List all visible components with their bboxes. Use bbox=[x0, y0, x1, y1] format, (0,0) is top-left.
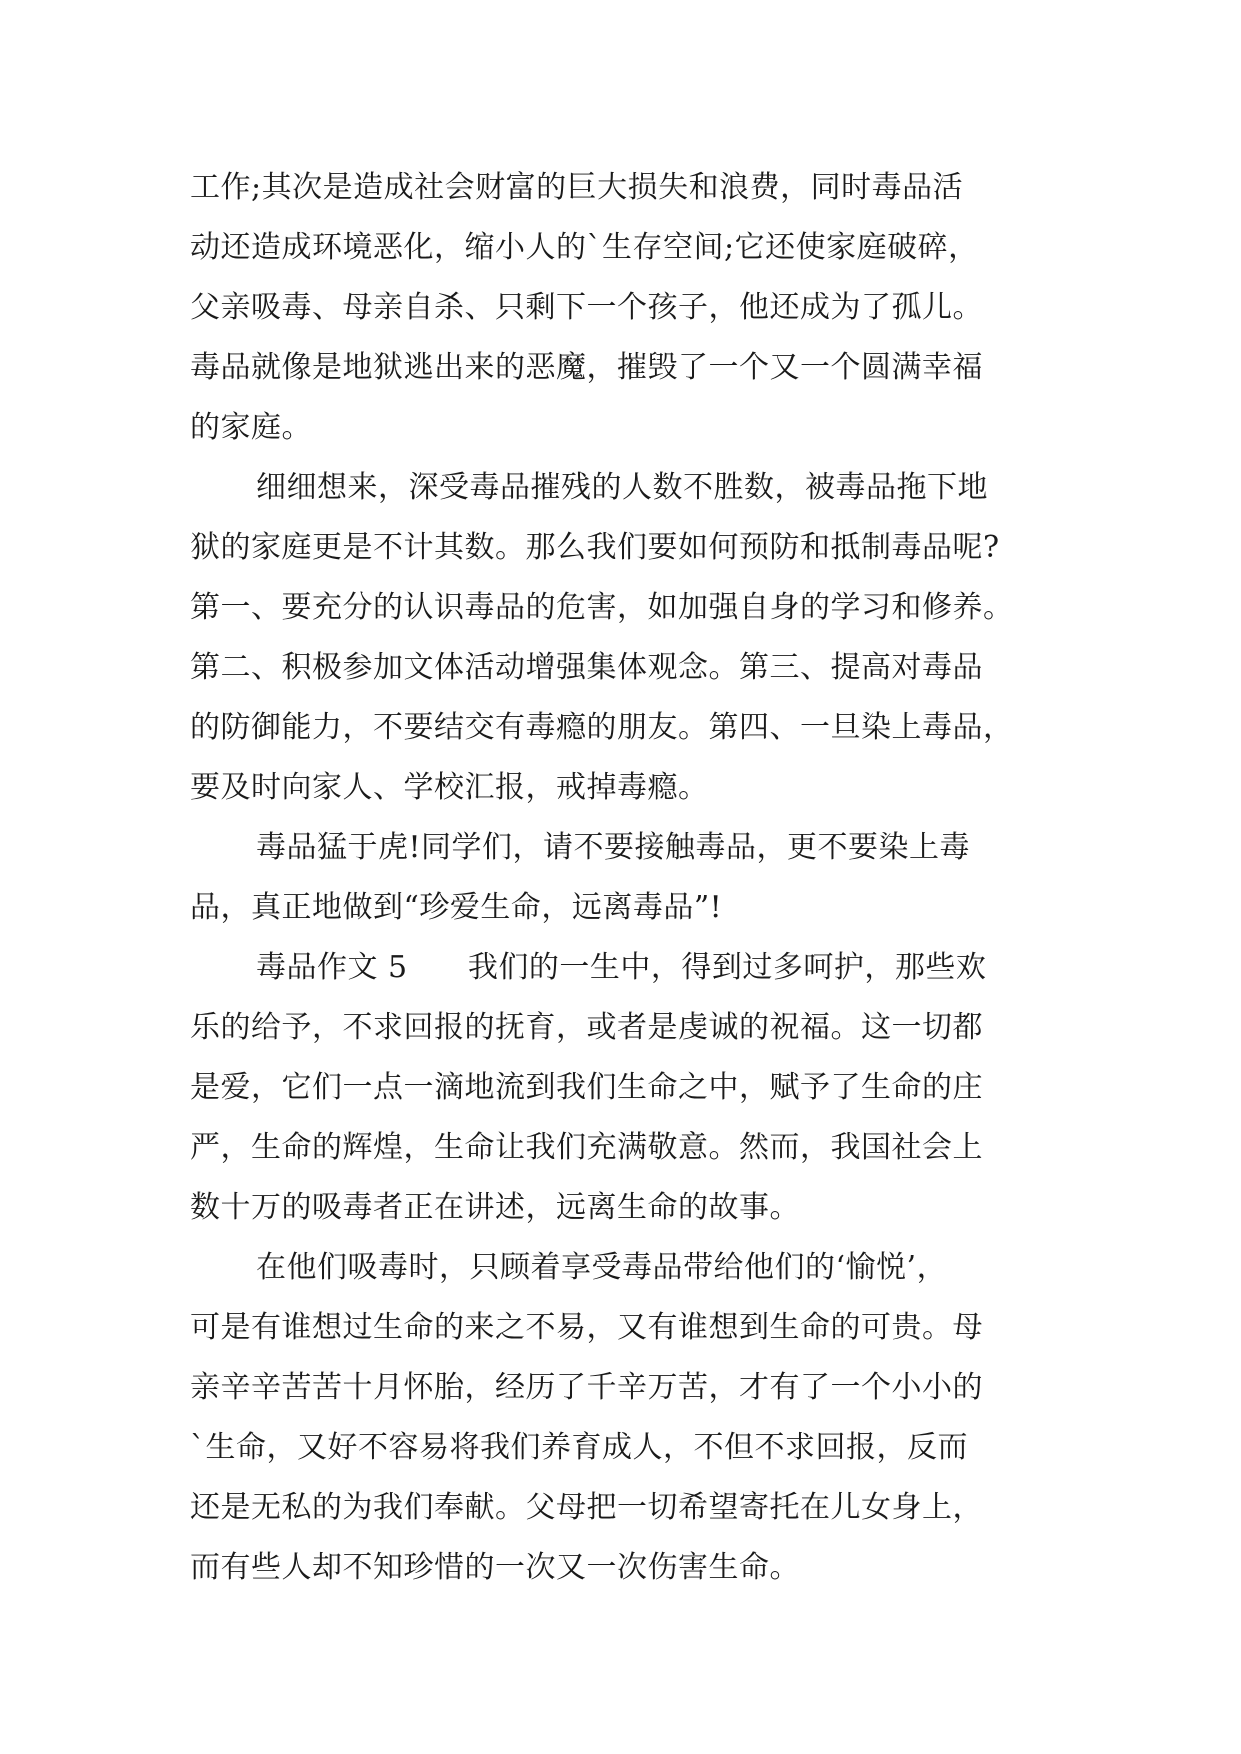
text-line: 狱的家庭更是不计其数。那么我们要如何预防和抵制毒品呢? bbox=[190, 530, 1000, 565]
text-line: 的防御能力，不要结交有毒瘾的朋友。第四、一旦染上毒品， bbox=[190, 710, 1014, 745]
text-line: 的家庭。 bbox=[190, 410, 312, 445]
text-line: 是爱，它们一点一滴地流到我们生命之中，赋予了生命的庄 bbox=[190, 1070, 983, 1105]
text-line: 动还造成环境恶化，缩小人的`生存空间;它还使家庭破碎， bbox=[190, 230, 979, 265]
text-line: 毒品就像是地狱逃出来的恶魔，摧毁了一个又一个圆满幸福 bbox=[190, 350, 983, 385]
text-line: 严，生命的辉煌，生命让我们充满敬意。然而，我国社会上 bbox=[190, 1130, 983, 1165]
text-line: 数十万的吸毒者正在讲述，远离生命的故事。 bbox=[190, 1190, 800, 1225]
essay-heading-line: 毒品作文 5 我们的一生中，得到过多呵护，那些欢 bbox=[256, 950, 987, 985]
text-line: 父亲吸毒、母亲自杀、只剩下一个孩子，他还成为了孤儿。 bbox=[190, 290, 983, 325]
text-line: 乐的给予，不求回报的抚育，或者是虔诚的祝福。这一切都 bbox=[190, 1010, 983, 1045]
paragraph-first-line: 在他们吸毒时，只顾着享受毒品带给他们的‘愉悦’， bbox=[256, 1250, 948, 1285]
text-line: 品，真正地做到“珍爱生命，远离毒品”! bbox=[190, 890, 723, 925]
text-line: 要及时向家人、学校汇报，戒掉毒瘾。 bbox=[190, 770, 709, 805]
text-line: 可是有谁想过生命的来之不易，又有谁想到生命的可贵。母 bbox=[190, 1310, 983, 1345]
paragraph-first-line: 毒品猛于虎!同学们，请不要接触毒品，更不要染上毒 bbox=[256, 830, 971, 865]
text-line: 第二、积极参加文体活动增强集体观念。第三、提高对毒品 bbox=[190, 650, 983, 685]
text-line: 工作;其次是造成社会财富的巨大损失和浪费，同时毒品活 bbox=[190, 170, 964, 205]
text-line: 还是无私的为我们奉献。父母把一切希望寄托在儿女身上， bbox=[190, 1490, 983, 1525]
text-line: `生命，又好不容易将我们养育成人，不但不求回报，反而 bbox=[190, 1430, 968, 1465]
text-line: 亲辛辛苦苦十月怀胎，经历了千辛万苦，才有了一个小小的 bbox=[190, 1370, 983, 1405]
text-line: 而有些人却不知珍惜的一次又一次伤害生命。 bbox=[190, 1550, 800, 1585]
text-line: 第一、要充分的认识毒品的危害，如加强自身的学习和修养。 bbox=[190, 590, 1014, 625]
paragraph-first-line: 细细想来，深受毒品摧残的人数不胜数，被毒品拖下地 bbox=[256, 470, 988, 505]
essay-text bbox=[190, 158, 1070, 1598]
